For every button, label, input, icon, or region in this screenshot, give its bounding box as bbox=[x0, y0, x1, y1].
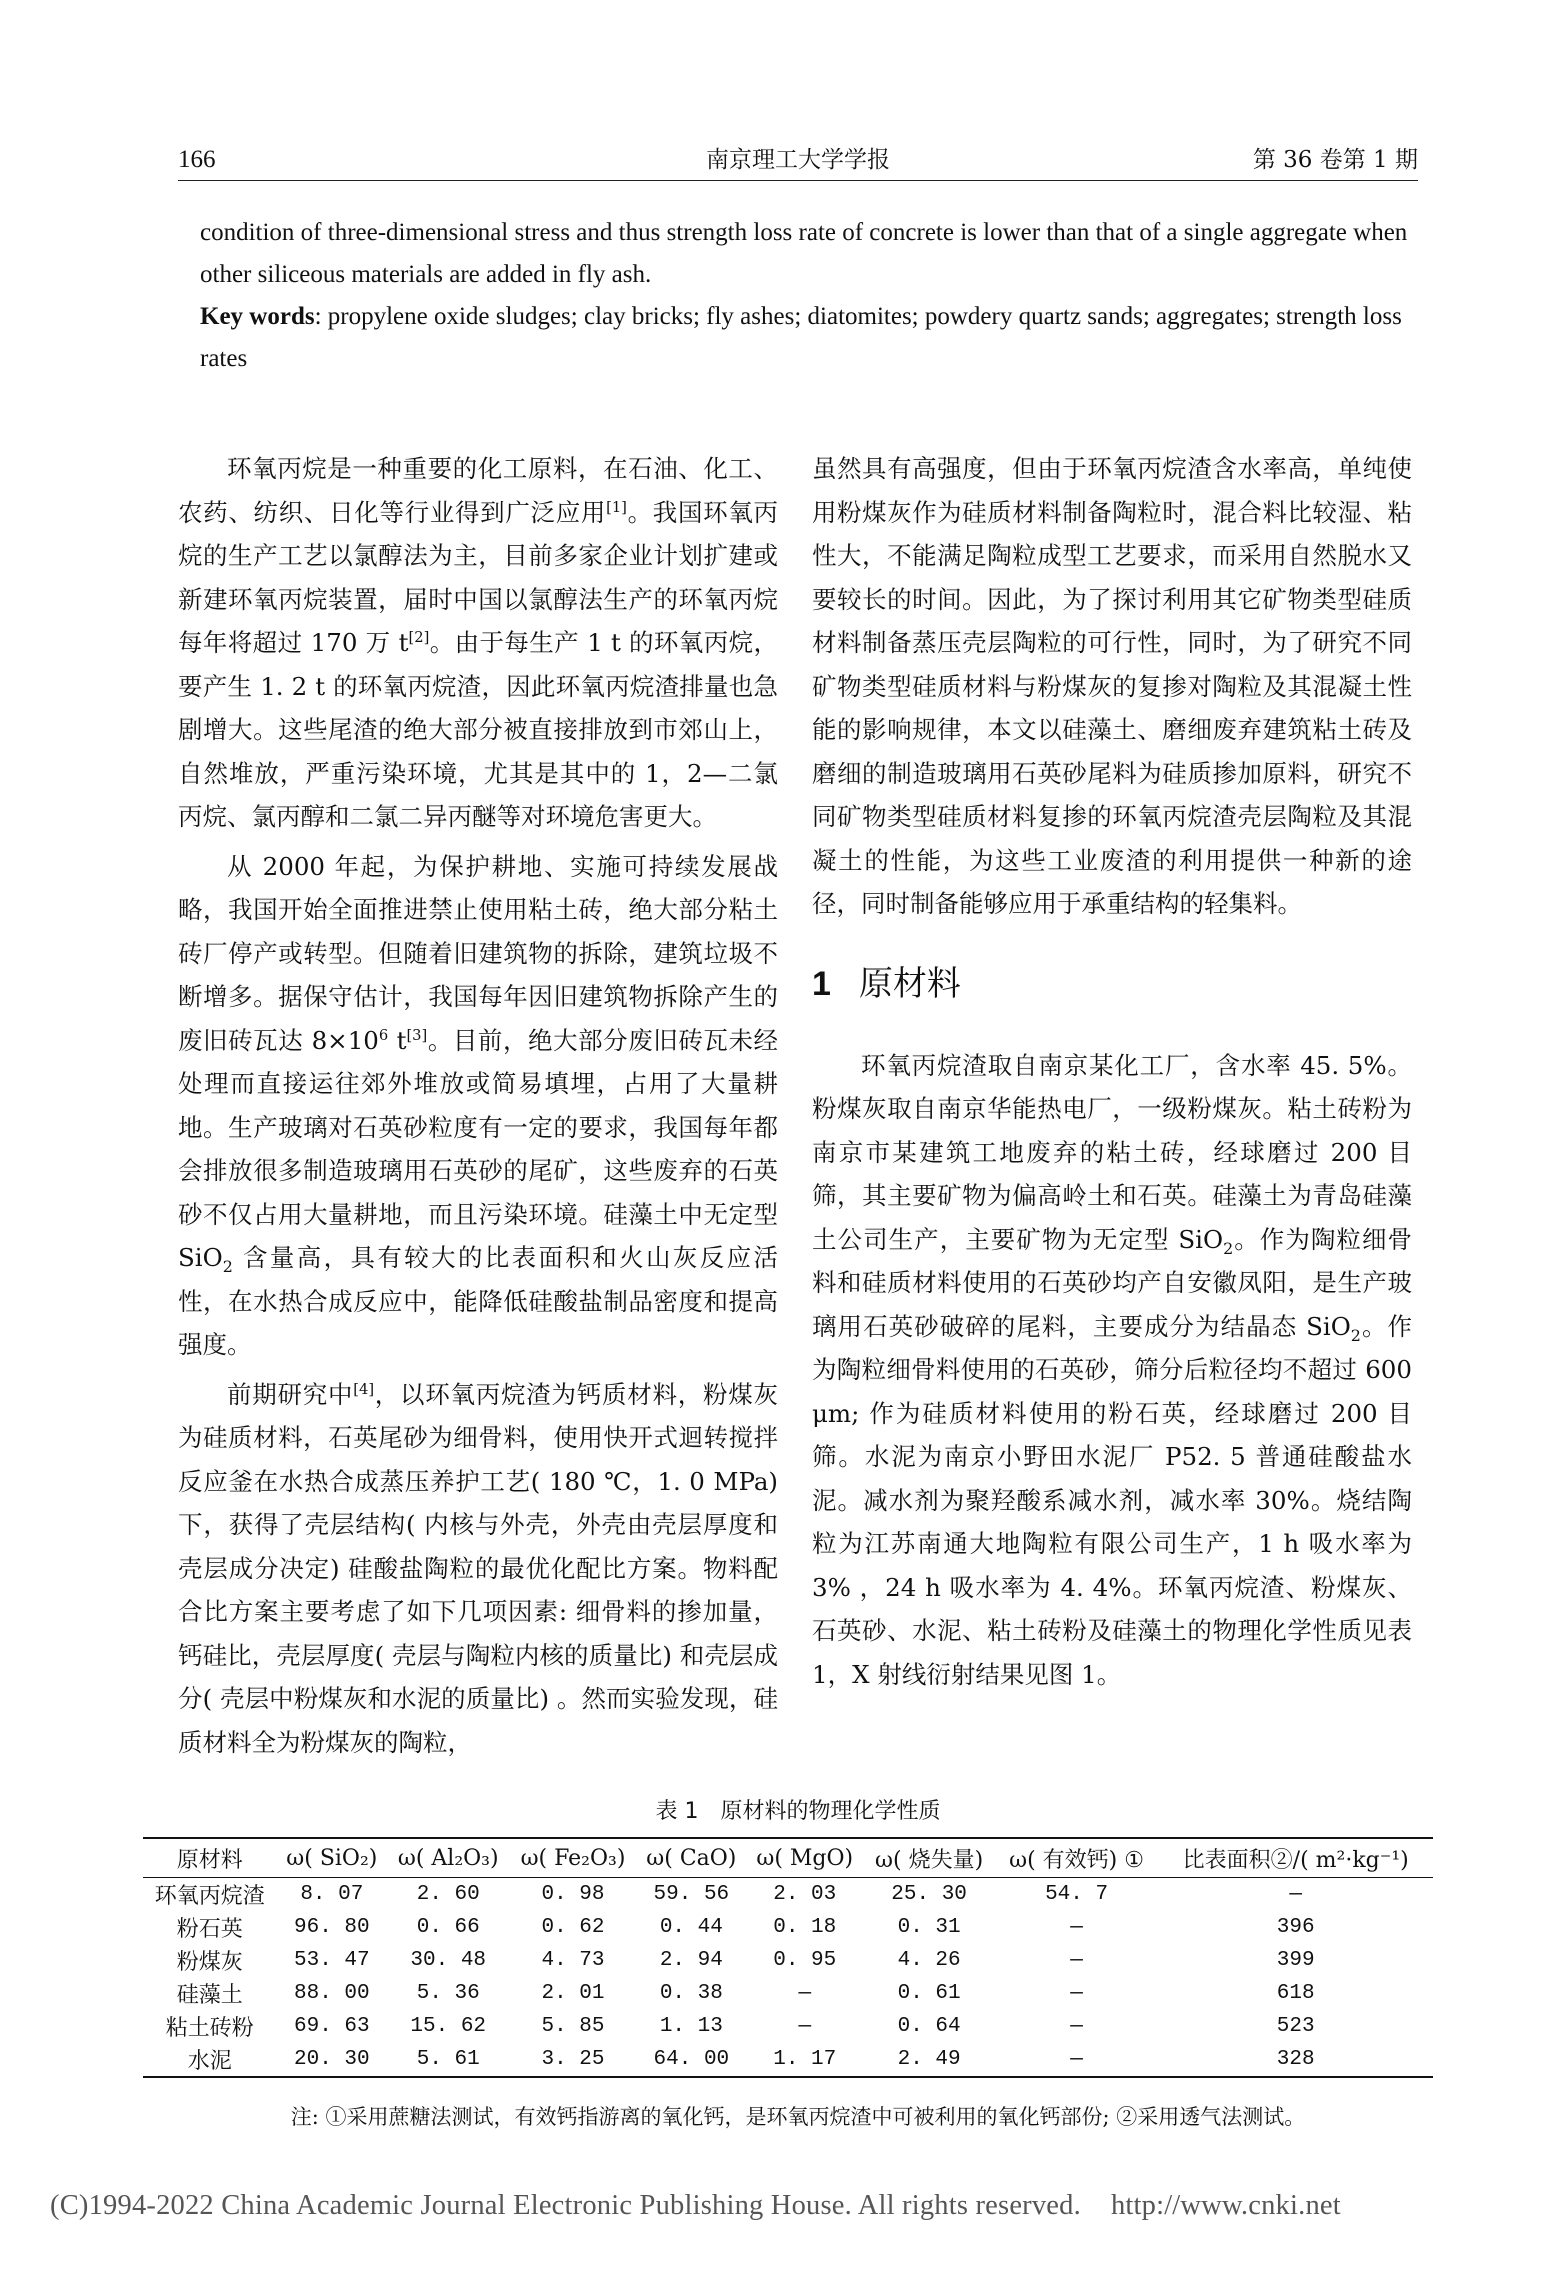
text-span: 环氧丙烷是一种重要的化工原料，在石油、化工、农药、纺织、日化等行业得到广泛应用 bbox=[178, 454, 778, 527]
materials-table bbox=[143, 1837, 1433, 2078]
text-span: 。作为陶粒细骨料和硅质材料使用的石英砂均产自安徽凤阳，是生产玻璃用石英砂破碎的尾料，主要成分为结晶态 SiO bbox=[812, 1224, 1412, 1341]
table-title: 原材料的物理化学性质 bbox=[720, 1799, 941, 1824]
table-cell: 399 bbox=[1276, 1949, 1315, 1972]
text-span: t bbox=[388, 1025, 407, 1055]
table-row bbox=[143, 2043, 1433, 2077]
header-fe2o3: ω( Fe₂O₃) bbox=[509, 1838, 636, 1878]
header-mgo: ω( MgO) bbox=[746, 1838, 863, 1878]
table-cell: 0. 62 bbox=[541, 1916, 605, 1939]
keywords-label: Key words bbox=[200, 303, 315, 330]
table-cell: 粉石英 bbox=[176, 1917, 243, 1942]
header-cao: ω( CaO) bbox=[637, 1838, 746, 1878]
copyright-text: (C)1994-2022 China Academic Journal Electronic Publishing House. All rights reserved. bbox=[50, 2190, 1081, 2221]
table-cell: 0. 18 bbox=[773, 1916, 837, 1939]
paragraph-prior-research bbox=[178, 1373, 778, 1765]
volume-issue: 第 36 卷第 1 期 bbox=[1252, 147, 1418, 173]
exponent: 6 bbox=[378, 1026, 389, 1044]
table-row bbox=[143, 1878, 1433, 1912]
table-cell: 粘土砖粉 bbox=[165, 2016, 254, 2041]
table-cell: 0. 38 bbox=[659, 1982, 723, 2005]
table-cell: 0. 66 bbox=[416, 1916, 480, 1939]
text-span: 从 2000 年起，为保护耕地、实施可持续发展战略，我国开始全面推进禁止使用粘土砖，绝大部分粘土砖厂停产或转型。但随着旧建筑物的拆除，建筑垃圾不断增多。据保守估计，我国每年因旧建筑物拆除产生的废旧砖瓦达 8×10 bbox=[178, 851, 778, 1055]
table-cell: 53. 47 bbox=[294, 1949, 370, 1972]
citation-ref: [4] bbox=[353, 1380, 375, 1398]
table-cell: — bbox=[1070, 2048, 1083, 2071]
table-cell: 硅藻土 bbox=[176, 1983, 243, 2008]
table-cell: 88. 00 bbox=[294, 1982, 370, 2005]
table-cell: 0. 98 bbox=[541, 1883, 605, 1906]
abstract-continuation bbox=[200, 212, 1410, 380]
subscript: 2 bbox=[1350, 1325, 1361, 1345]
table-cell: 0. 61 bbox=[897, 1982, 961, 2005]
table-cell: 396 bbox=[1276, 1916, 1315, 1939]
keywords-text: : propylene oxide sludges; clay bricks; fly ashes; diatomites; powdery quartz sands; aggregates; strength loss rates bbox=[200, 303, 1402, 372]
table-cell: 3. 25 bbox=[541, 2048, 605, 2071]
header-al2o3: ω( Al₂O₃) bbox=[387, 1838, 509, 1878]
page-number: 166 bbox=[178, 146, 216, 173]
subscript: 2 bbox=[1223, 1238, 1234, 1258]
table-cell: 0. 64 bbox=[897, 2015, 961, 2038]
table-cell: 1. 17 bbox=[773, 2048, 837, 2071]
citation-ref: [3] bbox=[406, 1026, 428, 1044]
section-heading bbox=[812, 954, 1412, 1014]
text-span: 含量高，具有较大的比表面积和火山灰反应活性，在水热合成反应中，能降低硅酸盐制品密度和提高强度。 bbox=[178, 1243, 778, 1359]
table-cell: 粉煤灰 bbox=[176, 1950, 243, 1975]
text-span: 。由于每生产 1 t 的环氧丙烷，要产生 1. 2 t 的环氧丙烷渣，因此环氧丙烷渣排量也急剧增大。这些尾渣的绝大部分被直接排放到市郊山上，自然堆放，严重污染环境，尤其是其中的 1，2—二氯丙烷、氯丙醇和二氯二异丙醚等对环境危害更大。 bbox=[178, 628, 778, 831]
table-caption bbox=[178, 1796, 1418, 1828]
text-span: 。我国环氧丙烷的生产工艺以氯醇法为主，目前多家企业计划扩建或新建环氧丙烷装置，届时中国以氯醇法生产的环氧丙烷每年将超过 170 万 t bbox=[178, 497, 778, 657]
table-cell: 8. 07 bbox=[300, 1883, 364, 1906]
subscript: 2 bbox=[222, 1256, 233, 1276]
table-cell: 5. 61 bbox=[416, 2048, 480, 2071]
table-cell: 4. 26 bbox=[897, 1949, 961, 1972]
header-effective-calcium: ω( 有效钙) ① bbox=[995, 1838, 1159, 1878]
table-cell: 618 bbox=[1276, 1982, 1315, 2005]
table-cell: — bbox=[1070, 1916, 1083, 1939]
table-cell: — bbox=[1289, 1883, 1303, 1906]
right-column bbox=[812, 447, 1412, 1696]
paragraph-continuation: 虽然具有高强度，但由于环氧丙烷渣含水率高，单纯使用粉煤灰作为硅质材料制备陶粒时，混合料比较湿、粘性大，不能满足陶粒成型工艺要求，而采用自然脱水又要较长的时间。因此，为了探讨利用其它矿物类型硅质材料制备蒸压壳层陶粒的可行性，同时，为了研究不同矿物类型硅质材料与粉煤灰的复掺对陶粒及其混凝土性能的影响规律，本文以硅藻土、磨细废弃建筑粘土砖及磨细的制造玻璃用石英砂尾料为硅质掺加原料，研究不同矿物类型硅质材料复掺的环氧丙烷渣壳层陶粒及其混凝土的性能，为这些工业废渣的利用提供一种新的途径，同时制备能够应用于承重结构的轻集料。 bbox=[812, 454, 1412, 918]
table-cell: 2. 94 bbox=[659, 1949, 723, 1972]
table-cell: — bbox=[798, 2015, 812, 2038]
table-cell: 96. 80 bbox=[294, 1916, 370, 1939]
table-cell: 水泥 bbox=[187, 2049, 232, 2074]
table-cell: — bbox=[1070, 2015, 1083, 2038]
table-cell: 20. 30 bbox=[294, 2048, 370, 2071]
journal-title: 南京理工大学学报 bbox=[706, 147, 890, 173]
paragraph-bricks bbox=[178, 845, 778, 1367]
table-cell: 环氧丙烷渣 bbox=[154, 1884, 265, 1909]
table-row bbox=[143, 1977, 1433, 2010]
table-cell: 15. 62 bbox=[410, 2015, 487, 2038]
text-span: ，以环氧丙烷渣为钙质材料，粉煤灰为硅质材料，石英尾砂为细骨料，使用快开式迴转搅拌反应釜在水热合成蒸压养护工艺( 180 ℃，1. 0 MPa) 下，获得了壳层结构( 内核与外壳，外壳由壳层厚度和壳层成分决定) 硅酸盐陶粒的最优化配比方案。物料配合比方案主要考虑了如下几项因素: 细骨料的掺加量，钙硅比，壳层厚度( 壳层与陶粒内核的质量比) 和壳层成分( 壳层中粉煤灰和水泥的质量比) 。然而实验发现，硅质材料全为粉煤灰的陶粒， bbox=[178, 1379, 779, 1757]
table-cell: 30. 48 bbox=[410, 1949, 487, 1972]
text-span: 环氧丙烷渣取自南京某化工厂，含水率 45. 5%。粉煤灰取自南京华能热电厂，一级粉煤灰。粘土砖粉为南京市某建筑工地废弃的粘土砖，经球磨过 200 目筛，其主要矿物为偏高岭土和石英。硅藻土为青岛硅藻土公司生产，主要矿物为无定型 SiO bbox=[812, 1050, 1412, 1254]
table-cell: 2. 01 bbox=[541, 1982, 605, 2005]
citation-ref: [2] bbox=[408, 628, 430, 646]
text-span: 。目前，绝大部分废旧砖瓦未经处理而直接运往郊外堆放或简易填埋，占用了大量耕地。生产玻璃对石英砂粒度有一定的要求，我国每年都会排放很多制造玻璃用石英砂的尾矿，这些废弃的石英砂不仅占用大量耕地，而且污染环境。硅藻土中无定型 SiO bbox=[178, 1025, 778, 1272]
table-cell: — bbox=[1070, 1949, 1083, 1972]
table-cell: — bbox=[1070, 1982, 1083, 2005]
table-cell: 5. 85 bbox=[541, 2015, 605, 2038]
section-number: 1 bbox=[812, 964, 831, 1003]
section-title: 原材料 bbox=[858, 963, 961, 1004]
citation-ref: [1] bbox=[606, 498, 627, 516]
table-cell: 1. 13 bbox=[659, 2015, 723, 2038]
running-head bbox=[178, 140, 1418, 181]
table-cell: 0. 44 bbox=[659, 1916, 723, 1939]
table-cell: 328 bbox=[1276, 2048, 1315, 2071]
header-specific-surface: 比表面积②/( m²·kg⁻¹) bbox=[1158, 1838, 1433, 1878]
table-cell: 59. 56 bbox=[653, 1883, 730, 1906]
table-number: 表 1 bbox=[655, 1799, 699, 1824]
header-sio2: ω( SiO₂) bbox=[277, 1838, 388, 1878]
cnki-link[interactable]: http://www.cnki.net bbox=[1110, 2190, 1341, 2221]
abstract-text: condition of three-dimensional stress and thus strength loss rate of concrete is lower than that of a single aggregate when other siliceous materials are added in fly ash. bbox=[200, 219, 1408, 288]
table-cell: 64. 00 bbox=[653, 2048, 730, 2071]
table-cell: 69. 63 bbox=[294, 2015, 370, 2038]
left-column bbox=[178, 447, 778, 1764]
table-row bbox=[143, 1944, 1433, 1977]
header-material: 原材料 bbox=[143, 1838, 277, 1878]
table-cell: — bbox=[798, 1982, 812, 2005]
text-span: 。作为陶粒细骨料使用的石英砂，筛分后粒径均不超过 600 μm; 作为硅质材料使用的粉石英，经球磨过 200 目筛。水泥为南京小野田水泥厂 P52. 5 普通硅酸盐水泥。减水剂为聚羟酸系减水剂，减水率 30%。烧结陶粒为江苏南通大地陶粒有限公司生产，1 h 吸水率为 3% ，24 h 吸水率为 4. 4%。环氧丙烷渣、粉煤灰、石英砂、水泥、粘土砖粉及硅藻土的物理化学性质见表 1，X 射线衍射结果见图 1。 bbox=[812, 1311, 1413, 1689]
paragraph-materials bbox=[812, 1044, 1412, 1697]
table-cell: 2. 03 bbox=[773, 1883, 837, 1906]
table-cell: 523 bbox=[1276, 2015, 1315, 2038]
table-cell: 0. 95 bbox=[773, 1949, 837, 1972]
table-cell: 2. 60 bbox=[416, 1883, 480, 1906]
keywords-line bbox=[200, 296, 1410, 380]
table-cell: 0. 31 bbox=[897, 1916, 961, 1939]
table-cell: 4. 73 bbox=[541, 1949, 605, 1972]
table-footnote: 注: ①采用蔗糖法测试，有效钙指游离的氧化钙，是环氧丙烷渣中可被利用的氧化钙部份; ②采用透气法测试。 bbox=[290, 2105, 1306, 2129]
table-cell: 2. 49 bbox=[897, 2048, 961, 2071]
paragraph-intro bbox=[178, 447, 778, 839]
table-cell: 54. 7 bbox=[1045, 1883, 1109, 1906]
table-row bbox=[143, 1911, 1433, 1944]
table-row bbox=[143, 2010, 1433, 2043]
text-span: 前期研究中 bbox=[227, 1379, 354, 1409]
header-loss-on-ignition: ω( 烧失量) bbox=[863, 1838, 994, 1878]
table-cell: 25. 30 bbox=[891, 1883, 967, 1906]
copyright-footer bbox=[50, 2186, 1530, 2226]
table-header-row bbox=[143, 1838, 1433, 1878]
table-cell: 5. 36 bbox=[416, 1982, 480, 2005]
